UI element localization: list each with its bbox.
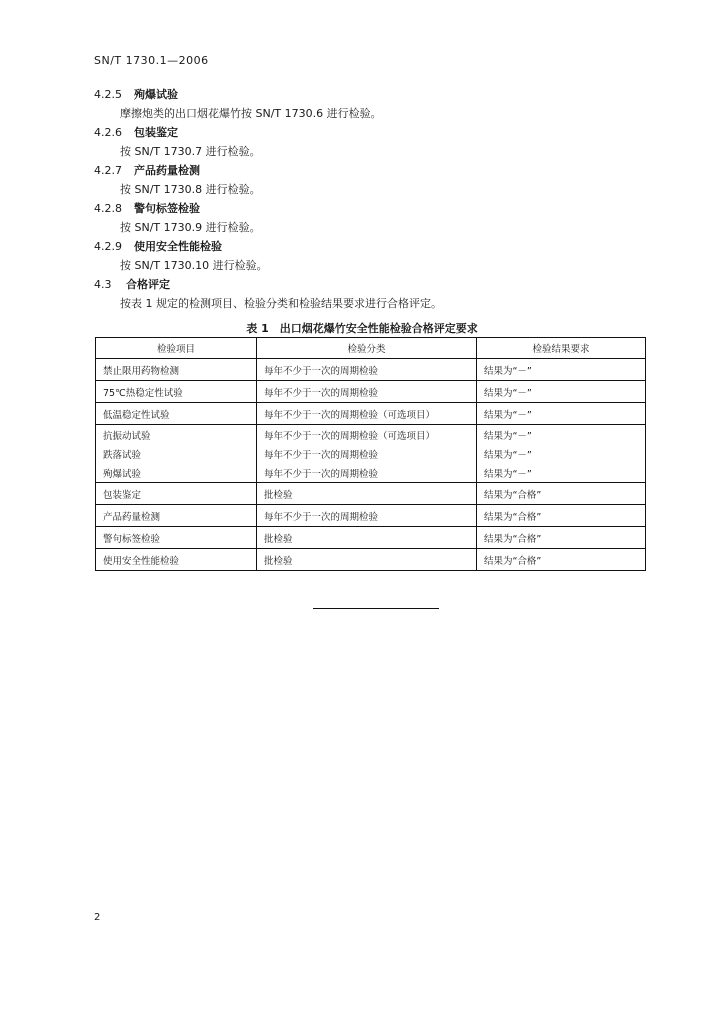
section-body: 按 SN/T 1730.8 进行检验。 [120,183,261,196]
table-cell: 抗振动试验 [96,425,257,445]
table-row [96,425,646,445]
section-title: 包装鉴定 [134,126,178,139]
table-row [96,403,646,425]
table-cell: 每年不少于一次的周期检验 [257,381,477,403]
column-header: 检验结果要求 [477,338,646,359]
table-cell: 75℃热稳定性试验 [96,381,257,403]
table-cell: 批检验 [257,549,477,571]
table-cell: 结果为“－” [477,425,646,445]
table-cell: 结果为“－” [477,381,646,403]
table-cell: 结果为“－” [477,403,646,425]
table-cell: 每年不少于一次的周期检验 [257,359,477,381]
table-cell: 结果为“－” [484,365,532,377]
table-cell: 包装鉴定 [96,483,257,505]
section-title: 产品药量检测 [134,164,200,177]
column-header: 检验项目 [96,338,257,359]
section-number: 4.2.9 [94,240,122,253]
section-heading [94,164,200,178]
table-row [96,527,646,549]
table-row [96,549,646,571]
column-header: 检验分类 [257,338,477,359]
table-cell: 产品药量检测 [96,505,257,527]
end-of-document-rule [313,608,439,609]
table-caption: 表 1 出口烟花爆竹安全性能检验合格评定要求 [246,322,478,335]
table-row [96,463,646,483]
section-number: 4.2.5 [94,88,122,101]
table-cell: 结果为“合格” [477,527,646,549]
table-cell: 结果为“－” [484,449,532,461]
section-heading [94,278,170,292]
section-body: 按表 1 规定的检测项目、检验分类和检验结果要求进行合格评定。 [120,297,442,310]
table-cell: 低温稳定性试验 [96,403,257,425]
section-heading [94,202,200,216]
section-heading [94,240,222,254]
section-number: 4.3 [94,278,112,291]
table-cell: 批检验 [257,483,477,505]
section-body: 按 SN/T 1730.10 进行检验。 [120,259,268,272]
section-heading [94,126,178,140]
table-cell: 警句标签检验 [96,527,257,549]
table-cell: 跌落试验 [96,444,257,463]
section-body: 摩擦炮类的出口烟花爆竹按 SN/T 1730.6 进行检验。 [120,107,382,120]
section-title: 合格评定 [126,278,170,291]
section-title: 警句标签检验 [134,202,200,215]
table-cell: 每年不少于一次的周期检验 [257,463,477,483]
section-heading [94,88,178,102]
table-row [96,505,646,527]
section-title: 使用安全性能检验 [134,240,222,253]
table-cell: 批检验 [257,527,477,549]
table-cell: 结果为“－” [484,468,532,480]
section-body: 按 SN/T 1730.7 进行检验。 [120,145,261,158]
section-title: 殉爆试验 [134,88,178,101]
table-row [96,381,646,403]
table-cell: 结果为“合格” [477,549,646,571]
table-row [96,359,646,381]
page-number: 2 [94,912,101,923]
section-number: 4.2.6 [94,126,122,139]
table-cell: 每年不少于一次的周期检验（可选项目） [257,425,477,445]
table-cell: 禁止限用药物检测 [96,359,257,381]
section-body: 按 SN/T 1730.9 进行检验。 [120,221,261,234]
standard-number-header: SN/T 1730.1—2006 [94,54,209,67]
table-cell: 每年不少于一次的周期检验 [257,505,477,527]
section-number: 4.2.8 [94,202,122,215]
table-cell: 结果为“合格” [477,483,646,505]
table-cell: 每年不少于一次的周期检验 [257,444,477,463]
assessment-table [95,337,646,571]
table-cell: 殉爆试验 [96,463,257,483]
table-cell: 每年不少于一次的周期检验（可选项目） [257,403,477,425]
table-header-row [96,338,646,359]
table-cell: 使用安全性能检验 [96,549,257,571]
table-row [96,483,646,505]
table-cell: 结果为“合格” [477,505,646,527]
table-row [96,444,646,463]
section-number: 4.2.7 [94,164,122,177]
